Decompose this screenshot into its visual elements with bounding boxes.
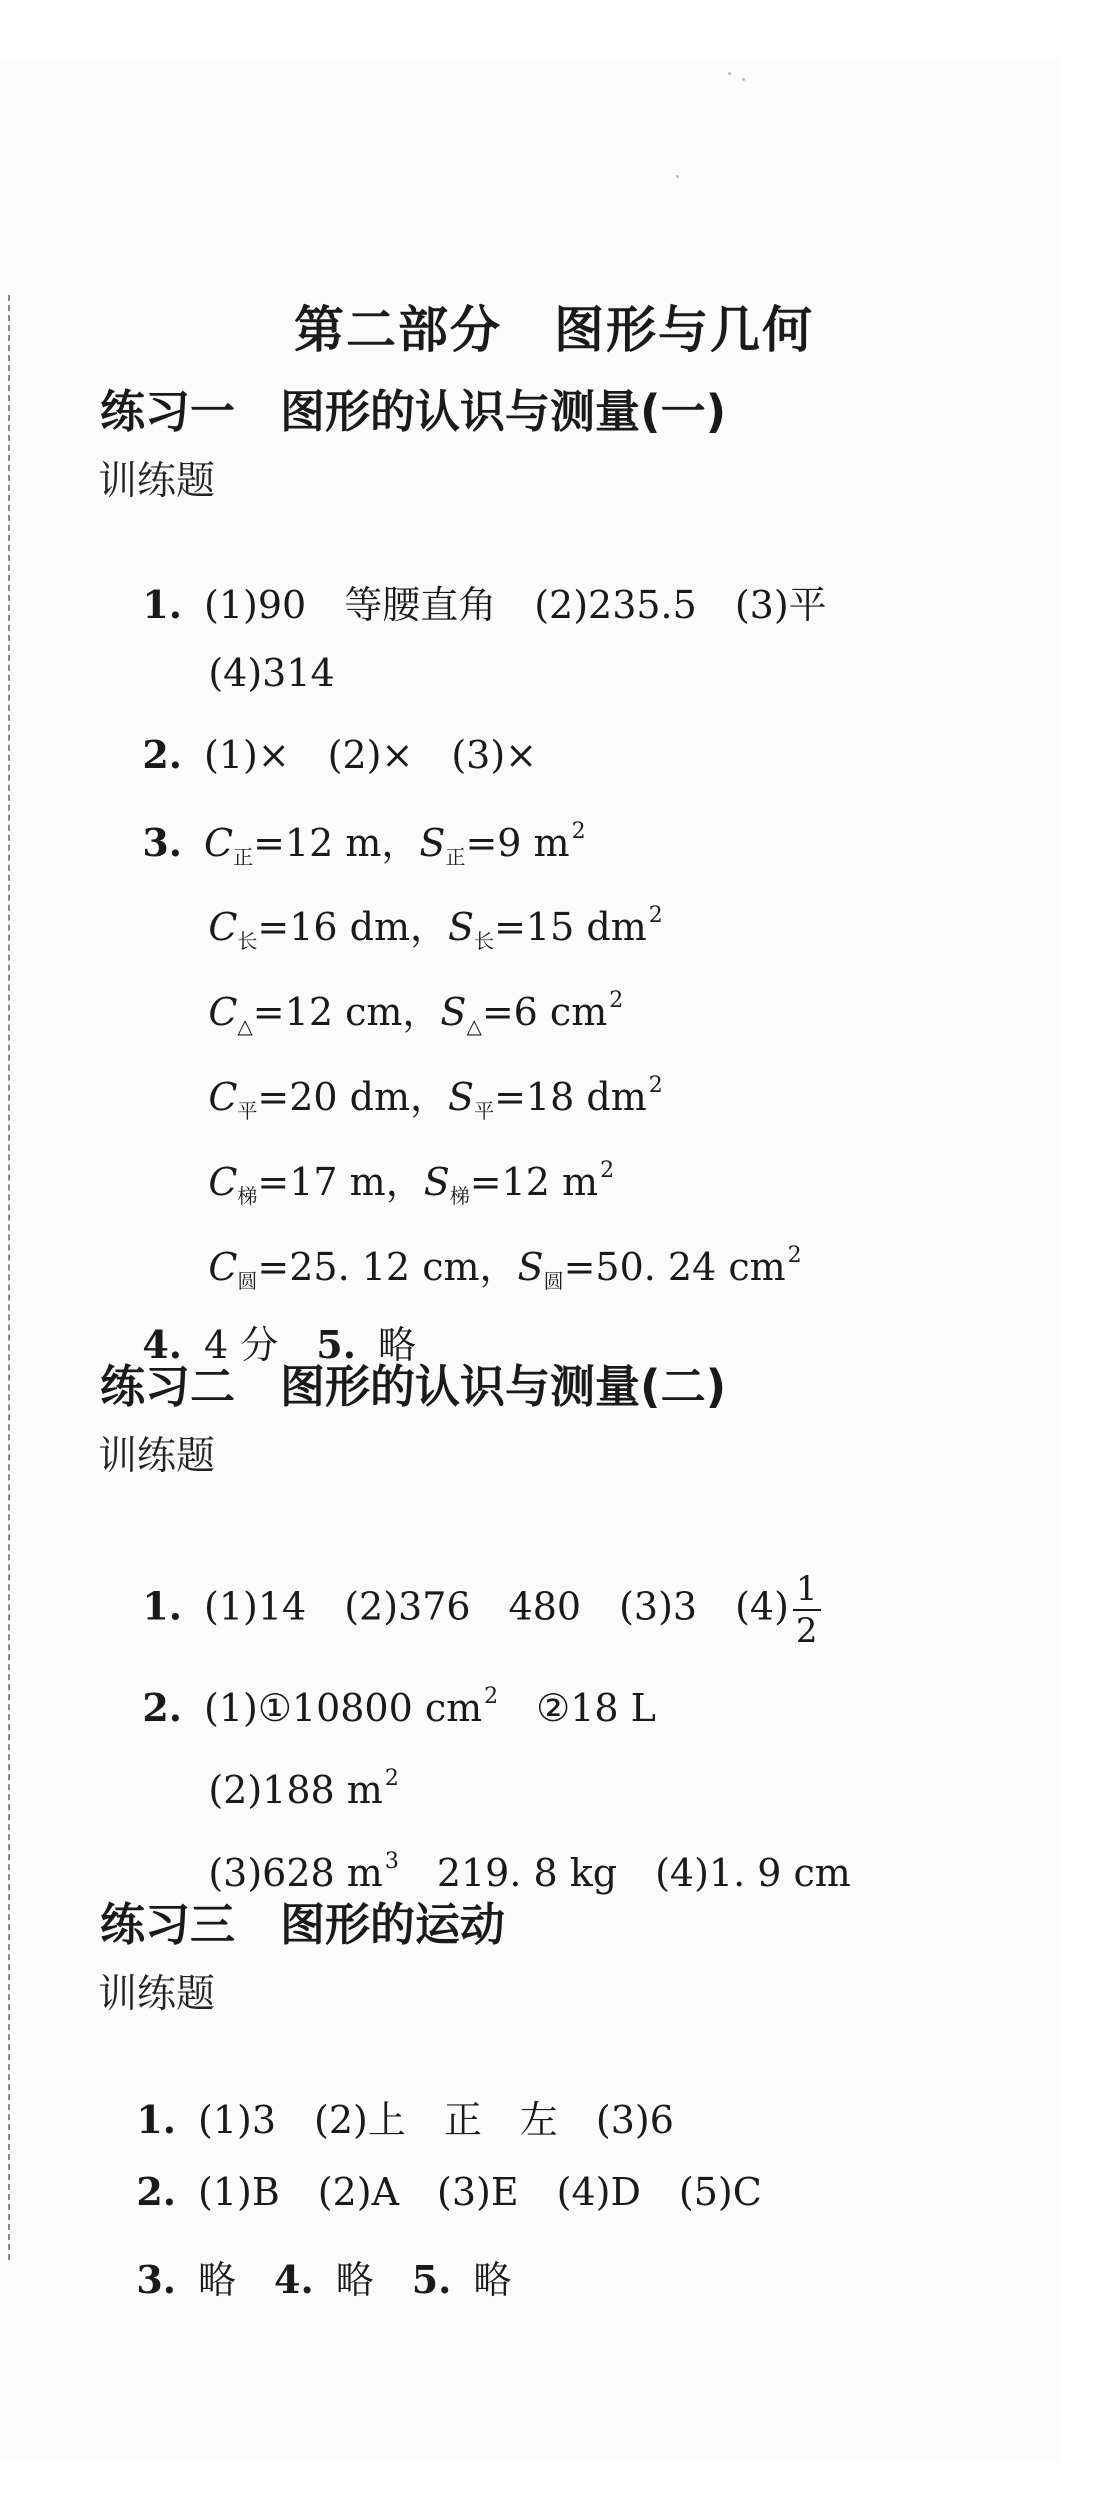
answer-part: 正 (443, 2098, 482, 2142)
section-2-subtitle: 训练题 (98, 1434, 216, 1479)
exponent: 2 (787, 1243, 802, 1268)
answer-part: 略 (377, 1323, 416, 1367)
answer-part: (2)188 m (208, 1768, 383, 1812)
answer-part: (1)①10800 cm (204, 1686, 483, 1730)
question-number: 1. (136, 2097, 176, 2142)
answer-part: (4)1. 9 cm (655, 1851, 851, 1895)
question-number: 1. (142, 1583, 182, 1629)
scan-speck (742, 78, 745, 81)
answer-part: 略 (473, 2258, 512, 2302)
answer-part: (2)235.5 (534, 583, 697, 627)
answer-part: (1)90 (204, 583, 307, 627)
question-number: 5. (411, 2257, 452, 2302)
question-number: 5. (316, 1322, 356, 1367)
answer-part: ②18 L (536, 1686, 656, 1730)
question-number: 2. (142, 1685, 182, 1730)
shape-subscript: 正 (233, 845, 254, 869)
perimeter-value: =12 cm， (252, 990, 441, 1034)
answer-part: (3)6 (595, 2098, 674, 2142)
answer-part: 略 (198, 2258, 237, 2302)
section-2-title: 练习二 图形的认识与测量(二) (100, 1360, 727, 1413)
shape-subscript: 梯 (237, 1184, 258, 1208)
shape-subscript: 平 (474, 1099, 495, 1123)
question-number: 2. (142, 732, 182, 777)
shape-subscript: 长 (237, 929, 258, 953)
section-3-title: 练习三 图形的运动 (100, 1898, 506, 1951)
area-symbol: S (517, 1245, 544, 1289)
perimeter-value: =17 m， (257, 1160, 424, 1204)
area-symbol: S (423, 1160, 450, 1204)
shape-subscript: 圆 (237, 1269, 258, 1293)
scan-speck (676, 175, 679, 178)
area-value: =6 cm (481, 990, 608, 1034)
section-1-subtitle: 训练题 (98, 459, 216, 504)
part-title: 第二部分 图形与几何 (294, 301, 814, 359)
fraction (793, 1569, 821, 1651)
fraction-numerator: 1 (793, 1572, 821, 1611)
perimeter-value: =25. 12 cm， (257, 1245, 518, 1289)
area-value: =50. 24 cm (563, 1245, 786, 1289)
answer-part: 等腰直角 (344, 583, 497, 627)
area-symbol: S (419, 821, 446, 865)
exponent: 2 (609, 988, 624, 1013)
area-symbol: S (440, 990, 467, 1034)
perimeter-symbol: C (208, 1160, 238, 1204)
area-value: =18 dm (494, 1075, 647, 1119)
exponent: 3 (384, 1849, 399, 1874)
perimeter-symbol: C (208, 905, 238, 949)
answer-part: 左 (519, 2098, 558, 2142)
answer-part: (2)376 (344, 1584, 471, 1629)
perimeter-value: =12 m， (253, 821, 420, 865)
answer-part: (2)上 (314, 2098, 406, 2142)
shape-subscript: 长 (474, 929, 495, 953)
area-symbol: S (448, 905, 475, 949)
answer-part: (1)3 (198, 2098, 277, 2142)
shape-subscript: 平 (237, 1099, 258, 1123)
perimeter-symbol: C (204, 821, 234, 865)
answer-part: (1)14 (204, 1584, 307, 1629)
answer-part: (5)C (678, 2170, 762, 2214)
question-number: 4. (274, 2257, 314, 2302)
answer-part: (1)× (204, 733, 290, 777)
answer-part: (3)平 (734, 583, 827, 627)
answer-part: (3)× (451, 733, 538, 777)
question-number: 4. (142, 1322, 182, 1367)
exponent: 2 (384, 1766, 399, 1791)
section-3-subtitle: 训练题 (98, 1972, 216, 2017)
section-1-title: 练习一 图形的认识与测量(一) (100, 385, 727, 438)
exponent: 2 (648, 903, 663, 928)
perimeter-value: =16 dm， (257, 905, 449, 949)
answer-part: (4)314 (208, 651, 335, 695)
area-value: =15 dm (494, 905, 647, 949)
exponent: 2 (648, 1073, 663, 1098)
answer-part: (2)A (317, 2170, 400, 2214)
exponent: 2 (600, 1158, 615, 1183)
binding-margin-line (8, 295, 10, 2260)
answer-part: 219. 8 kg (436, 1851, 618, 1895)
perimeter-symbol: C (208, 990, 238, 1034)
fraction-denominator: 2 (795, 1611, 818, 1651)
question-number: 3. (136, 2257, 176, 2302)
shape-subscript: △ (466, 1014, 482, 1038)
answer-part: (2)× (327, 733, 414, 777)
perimeter-value: =20 dm， (257, 1075, 449, 1119)
exponent: 2 (571, 819, 586, 844)
s3-q3-q5 (88, 2205, 511, 2348)
shape-subscript: △ (237, 1014, 253, 1038)
scan-speck (728, 72, 731, 75)
answer-part: 480 (508, 1584, 582, 1629)
question-number: 3. (142, 820, 182, 865)
perimeter-symbol: C (208, 1245, 238, 1289)
answer-part: (3)628 m (208, 1851, 383, 1895)
shape-subscript: 圆 (543, 1269, 564, 1293)
answer-part: (3)E (437, 2170, 519, 2214)
answer-part: (3)3 (619, 1584, 698, 1629)
answer-part: 略 (335, 2258, 374, 2302)
answer-part: (4)D (556, 2170, 641, 2214)
exponent: 2 (484, 1684, 499, 1709)
area-value: =12 m (469, 1160, 599, 1204)
answer-part: 4 分 (204, 1323, 279, 1367)
question-number: 1. (142, 582, 182, 627)
answer-part: (4) (735, 1584, 789, 1629)
area-symbol: S (448, 1075, 475, 1119)
question-number: 2. (136, 2169, 176, 2214)
shape-subscript: 正 (445, 845, 466, 869)
perimeter-symbol: C (208, 1075, 238, 1119)
answer-part: (1)B (198, 2170, 280, 2214)
shape-subscript: 梯 (449, 1184, 470, 1208)
area-value: =9 m (465, 821, 570, 865)
